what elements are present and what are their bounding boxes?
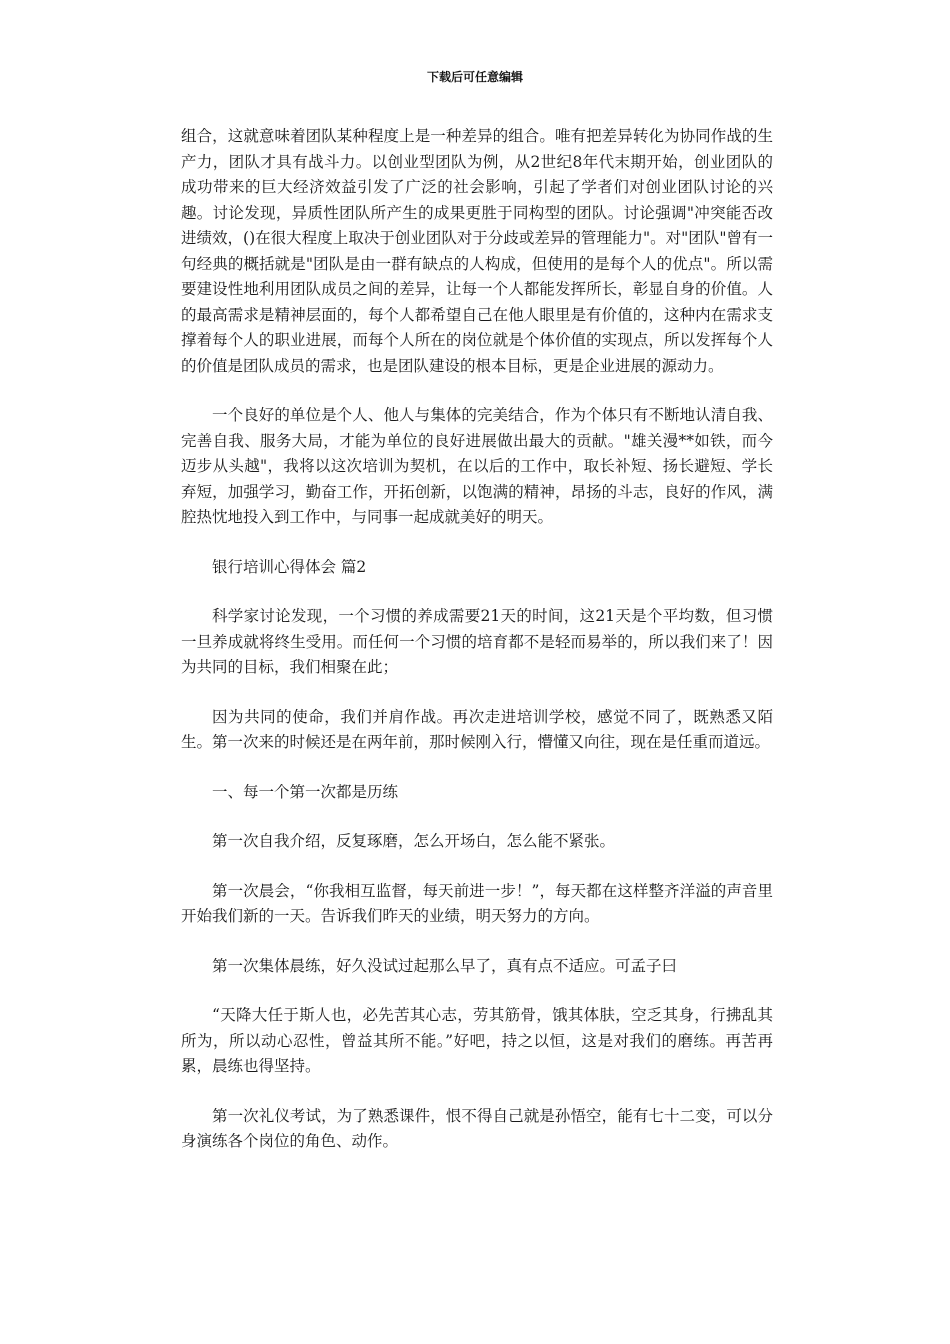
paragraph-continued: 组合，这就意味着团队某种程度上是一种差异的组合。唯有把差异转化为协同作战的生产力，团队才具有战斗力。以创业型团队为例，从2世纪8年代末期开始，创业团队的成功带来的巨大经济效益引发了广泛的社会影响，引起了学者们对创业团队讨论的兴趣。讨论发现，异质性团队所产生的成果更胜于同构型的团队。讨论强调"冲突能否改进绩效，()在很大程度上取决于创业团队对于分歧或差异的管理能力"。对"团队"曾有一句经典的概括就是"团队是由一群有缺点的人构成，但使用的是每个人的优点"。所以需要建设性地利用团队成员之间的差异，让每一个人都能发挥所长，彰显自身的价值。人的最高需求是精神层面的，每个人都希望自己在他人眼里是有价值的，这种内在需求支撑着每个人的职业进展，而每个人所在的岗位就是个体价值的实现点，所以发挥每个人的价值是团队成员的需求，也是团队建设的根本目标，更是企业进展的源动力。 bbox=[181, 127, 773, 375]
paragraph: 第一次礼仪考试，为了熟悉课件，恨不得自己就是孙悟空，能有七十二变，可以分身演练各个岗位的角色、动作。 bbox=[181, 1106, 773, 1150]
paragraph: “天降大任于斯人也，必先苦其心志，劳其筋骨，饿其体肤，空乏其身，行拂乱其所为，所以动心忍性，曾益其所不能。”好吧，持之以恒，这是对我们的磨练。再苦再累，晨练也得坚持。 bbox=[181, 1006, 773, 1075]
paragraph: 第一次自我介绍，反复琢磨，怎么开场白，怎么能不紧张。 bbox=[212, 832, 616, 850]
paragraph: 科学家讨论发现，一个习惯的养成需要21天的时间，这21天是个平均数，但习惯一旦养成就将终生受用。而任何一个习惯的培育都不是轻而易举的，所以我们来了！因为共同的目标，我们相聚在此； bbox=[181, 607, 773, 676]
paragraph: 第一次晨会，“你我相互监督，每天前进一步！”，每天都在这样整齐洋溢的声音里开始我们新的一天。告诉我们昨天的业绩，明天努力的方向。 bbox=[181, 881, 773, 925]
paragraph: 第一次集体晨练，好久没试过起那么早了，真有点不适应。可孟子曰 bbox=[212, 956, 678, 975]
document-body bbox=[181, 124, 773, 1179]
subsection-heading: 一、每一个第一次都是历练 bbox=[212, 782, 399, 801]
paragraph: 一个良好的单位是个人、他人与集体的完美结合，作为个体只有不断地认清自我、完善自我、服务大局，才能为单位的良好进展做出最大的贡献。"雄关漫**如铁，而今迈步从头越"，我将以这次培训为契机，在以后的工作中，取长补短、扬长避短、学长弃短，加强学习，勤奋工作，开拓创新，以饱满的精神，昂扬的斗志，良好的作风，满腔热忱地投入到工作中，与同事一起成就美好的明天。 bbox=[181, 406, 773, 526]
paragraph: 因为共同的使命，我们并肩作战。再次走进培训学校，感觉不同了，既熟悉又陌生。第一次来的时候还是在两年前，那时候刚入行，懵懂又向往，现在是任重而道远。 bbox=[181, 707, 773, 751]
section-title: 银行培训心得体会 篇2 bbox=[212, 557, 367, 576]
page-header-note: 下载后可任意编辑 bbox=[426, 70, 523, 84]
